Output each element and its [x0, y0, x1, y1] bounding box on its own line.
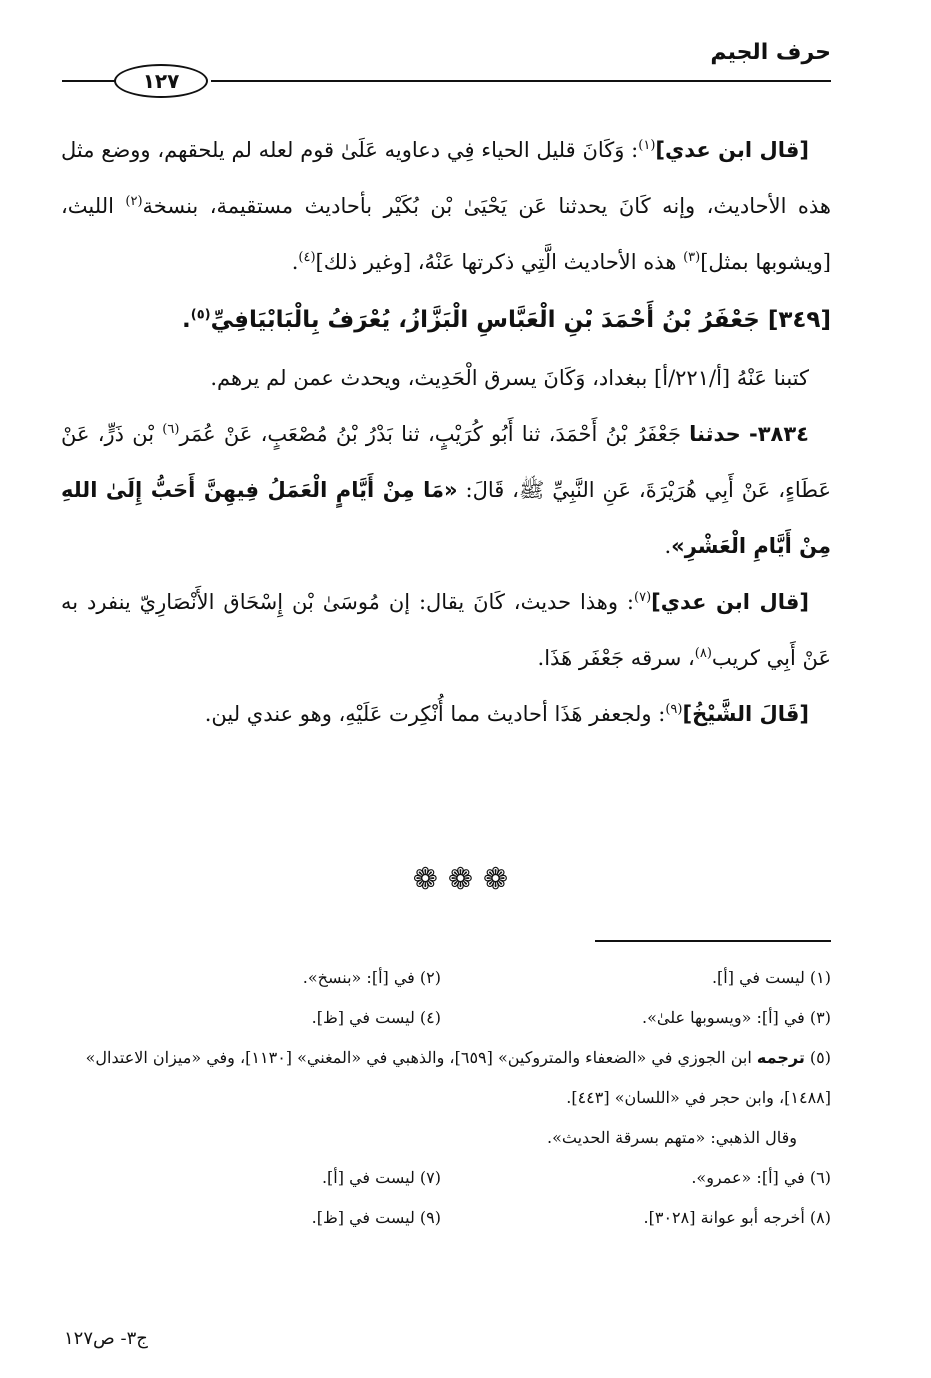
footnote-8: (٨) أخرجه أبو عوانة [٣٠٢٨].	[643, 1208, 831, 1227]
citation-label: [قال ابن عدي]	[655, 138, 809, 162]
paragraph-ibn-adi-2	[61, 574, 831, 686]
text-run: الليث، [ويشوبها بمثل]	[61, 194, 831, 274]
text-run: .	[182, 307, 191, 333]
entry-title: [٣٤٩] جَعْفَرُ بْنُ أَحْمَدَ بْنِ الْعَبَّاسِ الْبَزَّازُ، يُعْرَفُ بِالْبَابْيَافِيِّ	[210, 307, 831, 333]
footnote-ref-4[interactable]: (٤)	[298, 250, 316, 265]
running-head: حرف الجيم	[710, 40, 831, 65]
citation-label: [قال ابن عدي]	[651, 590, 809, 614]
footnote-ref-5[interactable]: (٥)	[190, 307, 211, 323]
footnote-1: (١) ليست في [أ].	[711, 968, 831, 987]
footnote-row	[51, 958, 831, 998]
footnote-ref-1[interactable]: (١)	[638, 138, 656, 153]
footnote-5-continued: وقال الذهبي: «متهم بسرقة الحديث».	[546, 1128, 797, 1147]
text-run: ابن الجوزي في «الضعفاء والمتروكين» [٦٥٩]، والذهبي في «المغني» [١١٣٠]، وفي «ميزان الاعتدال» [١٤٨٨]، وابن حجر في «اللسان» [٤٤٣].	[85, 1048, 831, 1107]
footnotes	[51, 958, 831, 1238]
footnote-row	[51, 1158, 831, 1198]
header-rule-left	[62, 80, 122, 82]
hadith-number: ٣٨٣٤-	[749, 422, 809, 446]
text-run: ، سرقه جَعْفَر هَذَا.	[537, 646, 695, 670]
text-run: : وَكَانَ قليل الحياء فِي دعاويه عَلَىٰ قوم لعله لم يلحقهم، ووضع مثل هذه الأحاديث، وإنه كَانَ يحدثنا عَن يَحْيَىٰ بْن بُكَيْر بأحاديث مستقيمة، بنسخة	[61, 138, 831, 218]
footnote-5	[51, 1038, 831, 1118]
footnote-ref-2[interactable]: (٢)	[125, 194, 143, 209]
footnote-row	[51, 1198, 831, 1238]
footnote-6: (٦) في [أ]: «عمرو».	[691, 1168, 831, 1187]
footnote-3: (٣) في [أ]: «ويسوبها علىٰ».	[642, 1008, 831, 1027]
footnote-number: (٥)	[804, 1048, 831, 1067]
footnote-rule	[595, 940, 831, 942]
hadith-matn: «مَا مِنْ أَيَّامٍ الْعَمَلُ فِيهِنَّ أَحَبُّ إِلَىٰ اللهِ مِنْ أَيَّامِ الْعَشْرِ»	[61, 478, 831, 558]
footnote-label: ترجمه	[756, 1048, 805, 1067]
footnote-ref-3[interactable]: (٣)	[683, 250, 701, 265]
text-run: : ولجعفر هَذَا أحاديث مما أُنْكِرت عَلَيْهِ، وهو عندي لين.	[204, 702, 666, 726]
paragraph-shaykh	[61, 686, 831, 742]
text-run: .	[291, 250, 299, 274]
footnote-7: (٧) ليست في [أ].	[321, 1168, 441, 1187]
footnote-2: (٢) في [أ]: «بنسخ».	[302, 968, 441, 987]
paragraph-ibn-adi-1	[61, 122, 831, 290]
page-number: ١٢٧	[114, 64, 208, 98]
text-run: بْن ذَرٍّ، عَنْ عَطَاءٍ، عَنْ أَبِي هُرَيْرَةَ، عَنِ النَّبِيِّ ﷺ، قَالَ:	[61, 422, 832, 502]
paragraph-kutibna: كتبنا عَنْهُ [أ/٢٢١/أ] ببغداد، وَكَانَ يسرق الْحَدِيث، ويحدث عمن لم يرهم.	[210, 366, 809, 390]
text-run: هذه الأحاديث الَّتِي ذكرتها عَنْهُ، [وغير ذلك]	[315, 250, 684, 274]
main-text	[61, 122, 831, 742]
header-rule	[211, 80, 831, 82]
footnote-ref-6[interactable]: (٦)	[162, 422, 180, 437]
ornament-divider: ❁❁❁	[412, 862, 519, 897]
footnote-ref-9[interactable]: (٩)	[665, 702, 683, 717]
footnote-4: (٤) ليست في [ظ].	[311, 1008, 441, 1027]
paragraph-hadith	[61, 406, 831, 574]
hadith-label: حدثنا	[689, 422, 741, 446]
entry-heading	[61, 292, 831, 348]
footnote-ref-7[interactable]: (٧)	[634, 590, 652, 605]
footnote-row	[51, 998, 831, 1038]
text-run: جَعْفَرُ بْنُ أَحْمَدَ، ثنا أَبُو كُرَيْبٍ، ثنا بَدْرُ بْنُ مُصْعَبٍ، عَنْ عُمَر	[179, 422, 690, 446]
citation-label: [قَالَ الشَّيْخُ]	[682, 702, 809, 726]
volume-page-reference: ج٣- ص١٢٧	[64, 1328, 148, 1349]
footnote-9: (٩) ليست في [ظ].	[311, 1208, 441, 1227]
text-run: : وهذا حديث، كَانَ يقال: إن مُوسَىٰ بْن إِسْحَاق الأَنْصَارِيّ ينفرد به عَنْ أَبِي كريب	[61, 590, 831, 670]
footnote-ref-8[interactable]: (٨)	[694, 646, 712, 661]
text-run: .	[664, 534, 672, 558]
